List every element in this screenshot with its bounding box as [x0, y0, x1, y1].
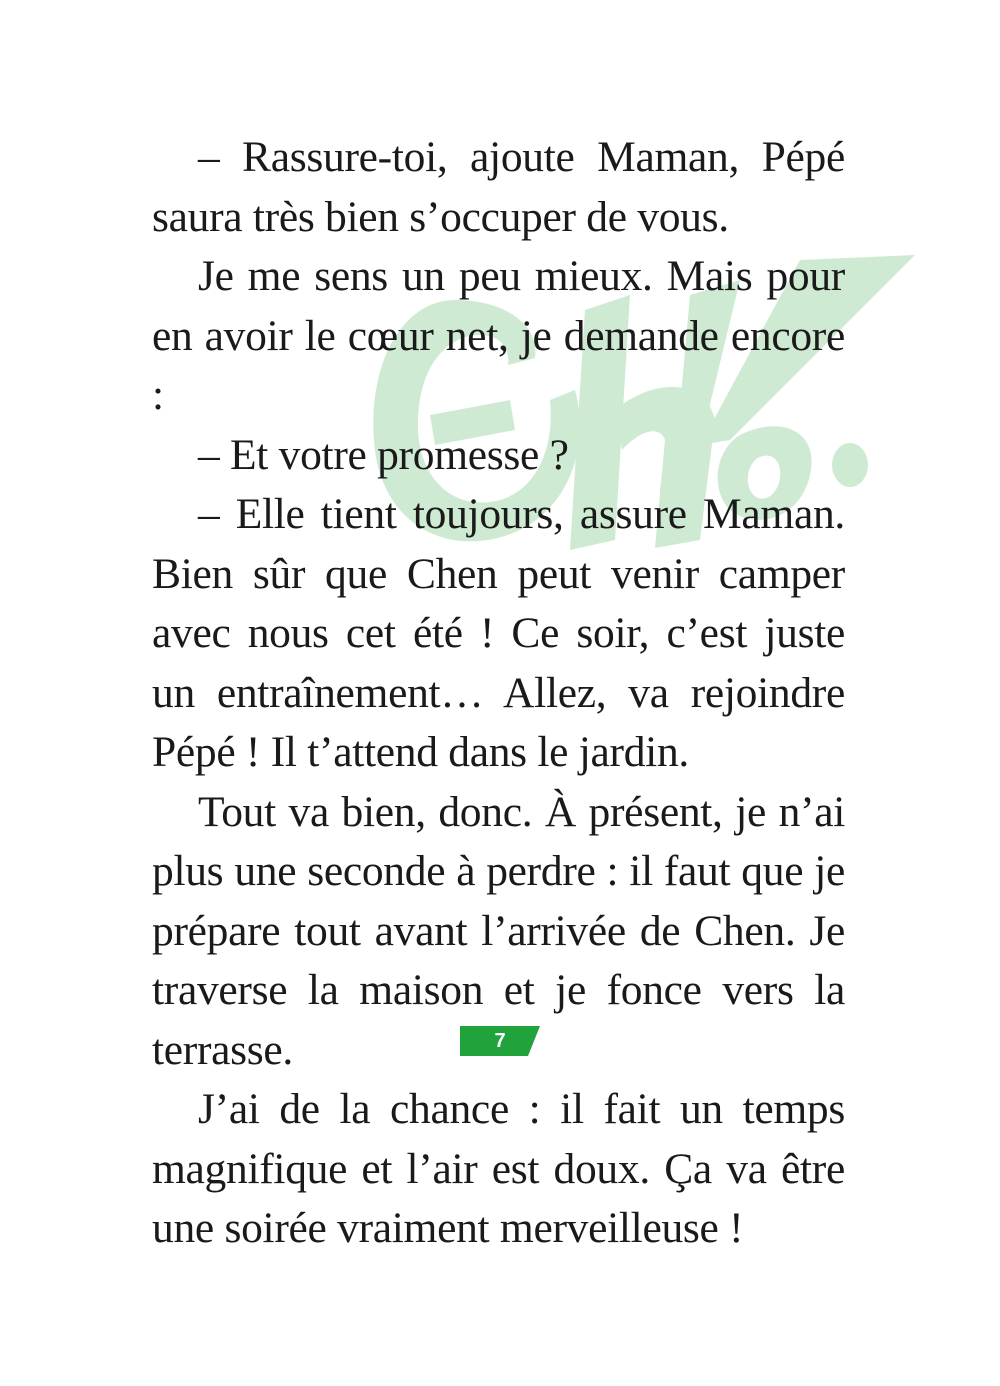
- story-text: [152, 128, 845, 1259]
- paragraph: J’ai de la chance : il fait un temps magnifique et l’air est doux. Ça va être une soirée vraiment merveilleuse !: [152, 1085, 845, 1252]
- page-number: 7: [494, 1030, 506, 1052]
- paragraph: – Et votre promesse ?: [198, 430, 569, 479]
- paragraph: – Elle tient toujours, assure Maman. Bien sûr que Chen peut venir camper avec nous cet été ! Ce soir, c’est juste un entraînement… Allez, va rejoindre Pépé ! Il t’attend dans le jardin.: [152, 490, 845, 776]
- paragraph: – Rassure-toi, ajoute Maman, Pépé saura très bien s’occuper de vous.: [152, 133, 845, 241]
- paragraph: Je me sens un peu mieux. Mais pour en avoir le cœur net, je demande encore :: [152, 252, 845, 419]
- page-number-badge: [460, 1026, 540, 1056]
- paragraph: Tout va bien, donc. À présent, je n’ai plus une seconde à perdre : il faut que je prépare tout avant l’arrivée de Chen. Je traverse la maison et je fonce vers la terrasse.: [152, 787, 845, 1074]
